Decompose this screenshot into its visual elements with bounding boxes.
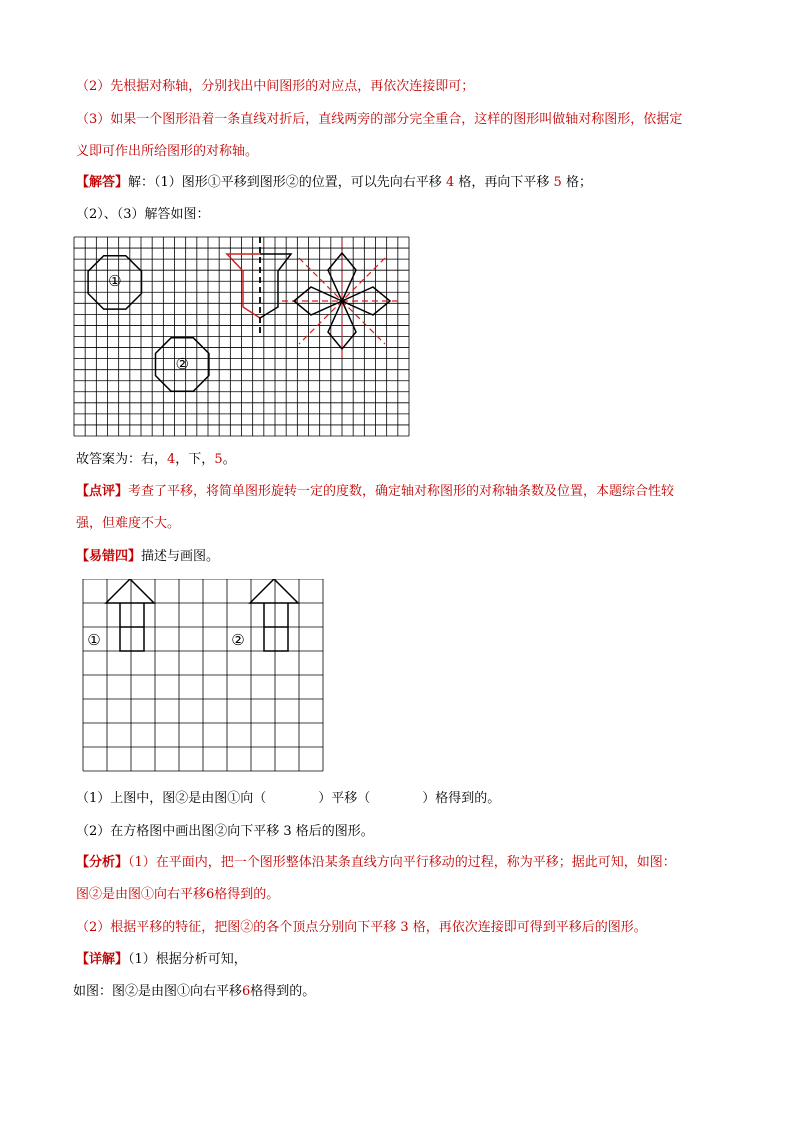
final-line <box>73 983 315 1001</box>
solution-text-b: 格，再向下平移 <box>458 175 550 190</box>
analysis-step-2: （2）先根据对称轴，分别找出中间图形的对应点，再依次连接即可； <box>76 79 475 94</box>
question-1 <box>76 790 500 808</box>
section-title-label: 【易错四】 <box>76 549 142 564</box>
analysis-label: 【分析】 <box>76 855 129 870</box>
solution-label: 【解答】 <box>76 175 129 190</box>
answer-end: 。 <box>222 452 236 467</box>
final-text-b: 格得到的。 <box>250 984 316 999</box>
solution-number-2: 5 <box>553 175 562 190</box>
comment-label: 【点评】 <box>76 484 129 499</box>
answer-prefix: 故答案为：右， <box>76 452 168 467</box>
detail-text: （1）根据分析可知， <box>128 952 247 967</box>
answer-line <box>76 451 236 469</box>
final-number: 6 <box>242 984 251 999</box>
answer-number-2: 5 <box>214 452 223 467</box>
grid-lines <box>74 237 409 436</box>
shape-label-2: ② <box>175 355 189 373</box>
question-grid-figure <box>82 579 326 773</box>
analysis-text-2b: 格得到的。 <box>214 887 280 902</box>
arrow-house-shape-2 <box>250 579 298 651</box>
analysis-text: （1）在平面内，把一个图形整体沿某条直线方向平行移动的过程，称为平移；据此可知，如图： <box>128 855 676 870</box>
solution-text-a: 解：（1）图形①平移到图形②的位置，可以先向右平移 <box>128 175 442 190</box>
answer-grid-figure <box>72 236 412 438</box>
analysis-number: 6 <box>206 887 215 902</box>
figure-label-2: ② <box>231 631 245 649</box>
symmetric-shape-red <box>227 254 260 318</box>
arrow-house-shape-1 <box>106 579 154 651</box>
section-title-text: 描述与画图。 <box>141 549 220 564</box>
comment-text: 考查了平移，将简单图形旋转一定的度数，确定轴对称图形的对称轴条数及位置，本题综合性较 <box>128 484 675 499</box>
analysis-step-3-cont: 义即可作出所给图形的对称轴。 <box>76 144 259 159</box>
solution-line <box>76 174 592 192</box>
detail-label: 【详解】 <box>76 952 129 967</box>
analysis-line-2 <box>76 886 279 904</box>
solution-number-1: 4 <box>445 175 455 190</box>
figure-label-1: ① <box>87 631 101 649</box>
answer-number-1: 4 <box>167 452 176 467</box>
comment-line-2: 强，但难度不大。 <box>76 516 181 531</box>
solution-line-2: （2）、（3）解答如图： <box>76 207 210 222</box>
analysis-step-3: （3）如果一个图形沿着一条直线对折后，直线两旁的部分完全重合，这样的图形叫做轴对称图形，依据定 <box>76 112 683 127</box>
detail-line <box>76 951 247 969</box>
grid-lines-2 <box>83 579 323 771</box>
analysis-line-3: （2）根据平移的特征，把图②的各个顶点分别向下平移 3 格，再依次连接即可得到平移后的图形。 <box>76 920 647 935</box>
question-1-c: ）格得到的。 <box>422 791 501 806</box>
analysis-text-2a: 图②是由图①向右平移 <box>76 887 207 902</box>
section-title <box>76 548 219 566</box>
comment-line <box>76 483 674 501</box>
solution-text-c: 格； <box>565 175 592 190</box>
analysis-line <box>76 854 676 872</box>
question-1-a: （1）上图中，图②是由图①向（ <box>76 791 267 806</box>
shape-label-1: ① <box>108 272 122 290</box>
question-2: （2）在方格图中画出图②向下平移 3 格后的图形。 <box>76 824 374 839</box>
question-1-b: ）平移（ <box>318 791 371 806</box>
answer-mid: ，下， <box>175 452 215 467</box>
final-text-a: 如图：图②是由图①向右平移 <box>73 984 243 999</box>
